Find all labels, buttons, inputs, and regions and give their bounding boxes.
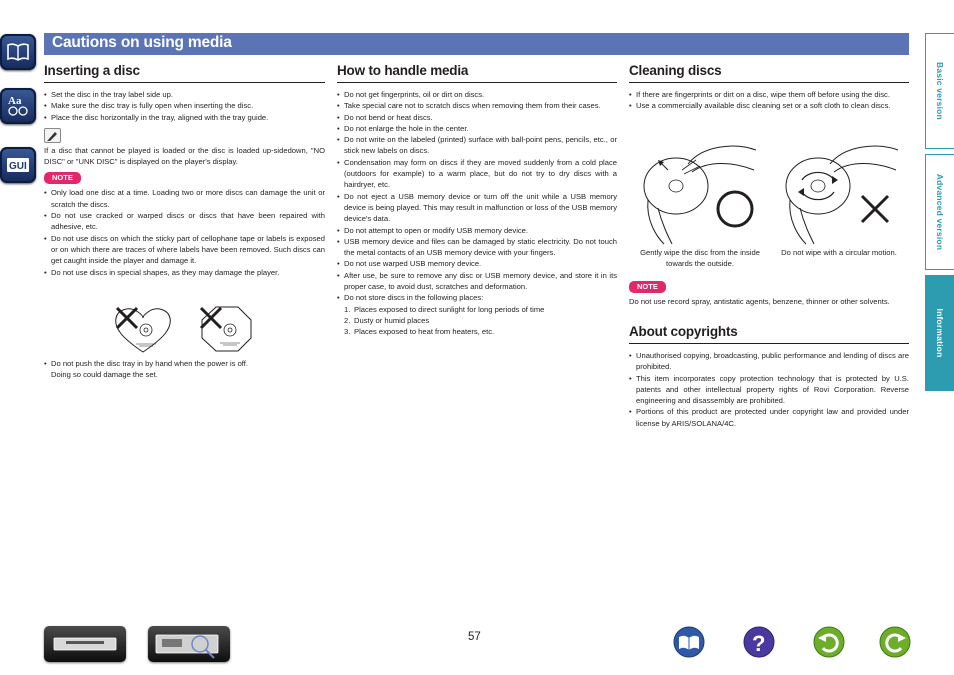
tab-advanced-version[interactable] [925, 154, 954, 270]
push-tray-note [44, 358, 325, 381]
list-item: • Take special care not to scratch discs when removing them from their cases. [337, 100, 617, 111]
list-item: • Do not use discs in special shapes, as they may damage the player. [44, 267, 325, 278]
list-item: • Portions of this product are protected under copyright law and provided under license by ARIS/SOLANA/4C. [629, 406, 909, 429]
list-item: • Do not write on the labeled (printed) surface with ball-point pens, pencils, etc., or stick new labels on discs. [337, 134, 617, 157]
question-mark-icon: ? [752, 631, 766, 656]
list-item: • If there are fingerprints or dirt on a disc, wipe them off before using the disc. [629, 89, 909, 100]
cleaning-bullets [629, 89, 909, 112]
help-button[interactable] [743, 626, 775, 658]
inserting-note-bullets [44, 187, 325, 277]
inserting-disc-heading: Inserting a disc [44, 62, 325, 83]
handle-media-section [337, 62, 617, 338]
caption-bad: Do not wipe with a circular motion. [781, 248, 897, 257]
back-button[interactable] [813, 626, 845, 658]
list-item: • Make sure the disc tray is fully open when inserting the disc. [44, 100, 325, 111]
list-item [344, 326, 617, 337]
gui-nav-icon[interactable] [0, 147, 36, 183]
copyrights-section [629, 323, 909, 429]
wipe-circular-illustration [780, 140, 905, 246]
list-item: • Do not enlarge the hole in the center. [337, 123, 617, 134]
heart-disc-illustration [112, 304, 174, 354]
list-text: Places exposed to heat from heaters, etc. [354, 327, 495, 337]
handle-media-heading: How to handle media [337, 62, 617, 83]
tab-information-label: Information [935, 308, 945, 358]
cleaning-note-text: Do not use record spray, antistatic agents, benzene, thinner or other solvents. [629, 297, 890, 306]
tab-basic-version-label: Basic version [935, 62, 945, 120]
list-item: • Set the disc in the tray label side up. [44, 89, 325, 100]
note-badge: NOTE [44, 172, 81, 184]
list-item: • Unauthorised copying, broadcasting, public performance and lending of discs are prohibited. [629, 350, 909, 373]
cleaning-discs-section [629, 62, 909, 112]
storage-places-list [337, 304, 617, 338]
contents-book-nav-icon[interactable] [0, 34, 36, 70]
list-item: • Do not use warped USB memory device. [337, 258, 617, 269]
list-item [44, 358, 325, 381]
list-item [344, 304, 617, 315]
wipe-outward-illustration [638, 140, 763, 246]
contents-book-button[interactable] [673, 626, 705, 658]
list-number: 3. [344, 327, 351, 337]
list-number: 1. [344, 304, 351, 314]
note-badge: NOTE [629, 281, 666, 293]
player-front-icon [44, 626, 126, 662]
remote-control-button[interactable] [148, 626, 230, 662]
caption-good: Gently wipe the disc from the inside towards the outside. [640, 248, 760, 268]
list-item: • Use a commercially available disc cleaning set or a soft cloth to clean discs. [629, 100, 909, 111]
list-text: Dusty or humid places [354, 315, 430, 325]
front-panel-button[interactable] [44, 626, 126, 662]
page-title-bar [44, 33, 909, 55]
handle-bullets [337, 89, 617, 304]
inserting-disc-section [44, 62, 325, 278]
copyrights-bullets [629, 350, 909, 429]
list-item: • This item incorporates copy protection technology that is protected by U.S. patents and other intellectual property rights of Rovi Corporation. Reverse engineering and disassembly are prohibited. [629, 373, 909, 407]
aa-label: Aa [8, 95, 22, 107]
page-number: 57 [468, 631, 481, 643]
memo-icon [44, 128, 61, 143]
copyrights-heading: About copyrights [629, 323, 909, 344]
list-item [344, 315, 617, 326]
inserting-bullets [44, 89, 325, 123]
list-item: • Do not bend or heat discs. [337, 112, 617, 123]
tab-advanced-version-label: Advanced version [935, 173, 945, 251]
tab-basic-version[interactable] [925, 33, 954, 149]
cleaning-discs-heading: Cleaning discs [629, 62, 909, 83]
player-rear-icon [148, 626, 230, 662]
book-icon [5, 39, 31, 65]
list-item: • Only load one disc at a time. Loading two or more discs can damage the unit or scratch the discs. [44, 187, 325, 210]
forward-button[interactable] [879, 626, 911, 658]
list-item: • Do not get fingerprints, oil or dirt on discs. [337, 89, 617, 100]
push-line-2: Doing so could damage the set. [51, 370, 158, 380]
index-nav-icon[interactable] [0, 88, 36, 124]
list-number: 2. [344, 315, 351, 325]
list-item: • Do not eject a USB memory device or turn off the unit while a USB memory device is being played. This may result in malfunction or loss of the USB memory device's data. [337, 191, 617, 225]
gui-icon [5, 152, 31, 178]
gui-label: GUI [9, 161, 27, 172]
glossary-icon [5, 93, 31, 119]
list-item: • After use, be sure to remove any disc or USB memory device, and store it in its proper case, to avoid dust, scratches and deformation. [337, 270, 617, 293]
tab-information[interactable] [925, 275, 954, 391]
page-title: Cautions on using media [52, 34, 232, 51]
cleaning-note [629, 276, 909, 307]
list-text: Places exposed to direct sunlight for long periods of time [354, 304, 545, 314]
list-item: • Do not use cracked or warped discs or discs that have been repaired with adhesive, etc. [44, 210, 325, 233]
list-item: • USB memory device and files can be damaged by static electricity. Do not touch the metal contacts of an USB memory device with your fingers. [337, 236, 617, 259]
octagon-disc-illustration [198, 304, 254, 354]
list-item: • Do not store discs in the following places: [337, 292, 617, 303]
list-item: • Condensation may form on discs if they are moved suddenly from a cold place (outdoors for example) to a warm place, but do not try to dry discs with a hairdryer, etc. [337, 157, 617, 191]
list-item: • Do not attempt to open or modify USB memory device. [337, 225, 617, 236]
list-item: • Do not use discs on which the sticky part of cellophane tape or labels is exposed or on which there are traces of where labels have been removed. Such discs can get caught inside the player and damage it. [44, 233, 325, 267]
memo-text: If a disc that cannot be played is loaded or the disc is loaded up-sidedown, "NO DISC" or "UNK DISC" is displayed on the player's display. [44, 145, 325, 167]
push-line-1: Do not push the disc tray in by hand when the power is off. [51, 359, 248, 368]
list-item: • Place the disc horizontally in the tray, aligned with the tray guide. [44, 112, 325, 123]
